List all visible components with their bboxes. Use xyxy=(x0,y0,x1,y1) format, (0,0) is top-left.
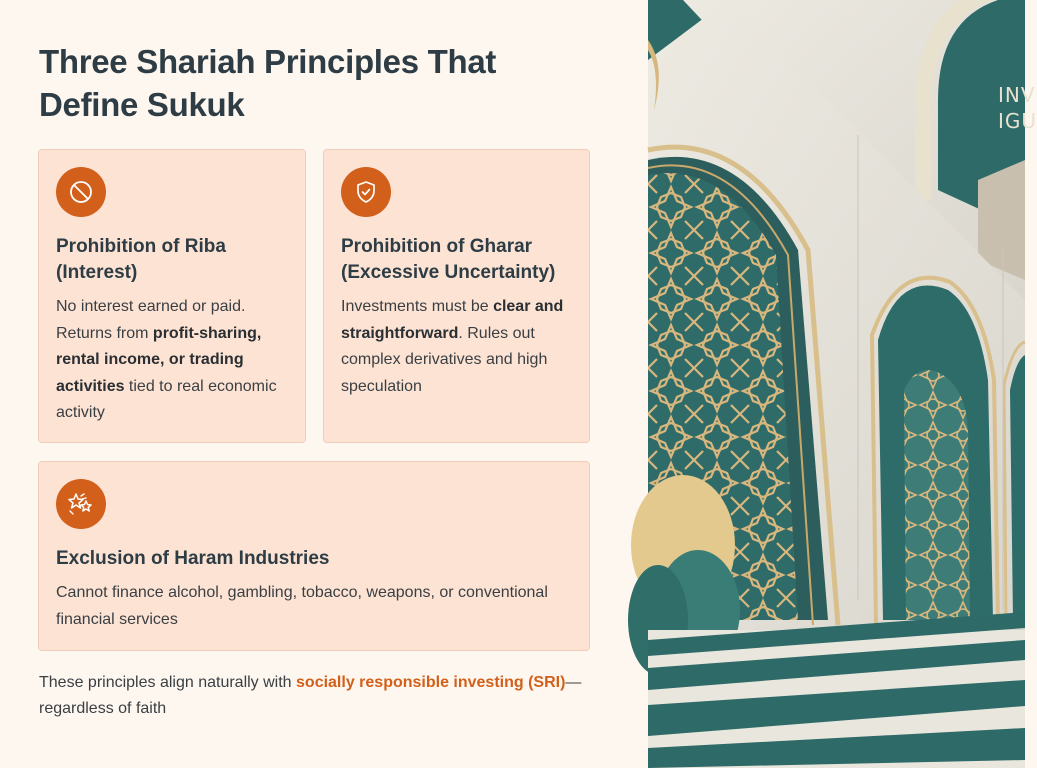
card-gharar xyxy=(323,149,590,443)
shield-check-icon xyxy=(341,167,391,217)
footer-note: These principles align naturally with socially responsible investing (SRI)—regardless of faith xyxy=(39,674,582,717)
card-title: Exclusion of Haram Industries xyxy=(56,548,330,569)
card-body: No interest earned or paid. Returns from profit-sharing, rental income, or trading activities tied to real economic activity xyxy=(56,298,277,421)
page-title: Three Shariah Principles That Define Sukuk xyxy=(39,43,497,123)
card-title: Prohibition of Riba (Interest) xyxy=(56,236,226,283)
card-body: Investments must be clear and straightforward. Rules out complex derivatives and high speculation xyxy=(341,298,564,395)
sri-highlight: socially responsible investing (SRI) xyxy=(296,674,566,691)
broken-star-icon xyxy=(56,479,106,529)
prohibition-icon xyxy=(56,167,106,217)
card-riba xyxy=(38,149,306,443)
arch-illustration xyxy=(648,0,1025,768)
card-haram xyxy=(38,461,590,651)
card-title: Prohibition of Gharar (Excessive Uncertainty) xyxy=(341,236,556,283)
card-body: Cannot finance alcohol, gambling, tobacco, weapons, or conventional financial services xyxy=(56,584,548,628)
decorative-image-panel xyxy=(648,0,1037,768)
brand-text: INV IGU xyxy=(998,83,1037,133)
